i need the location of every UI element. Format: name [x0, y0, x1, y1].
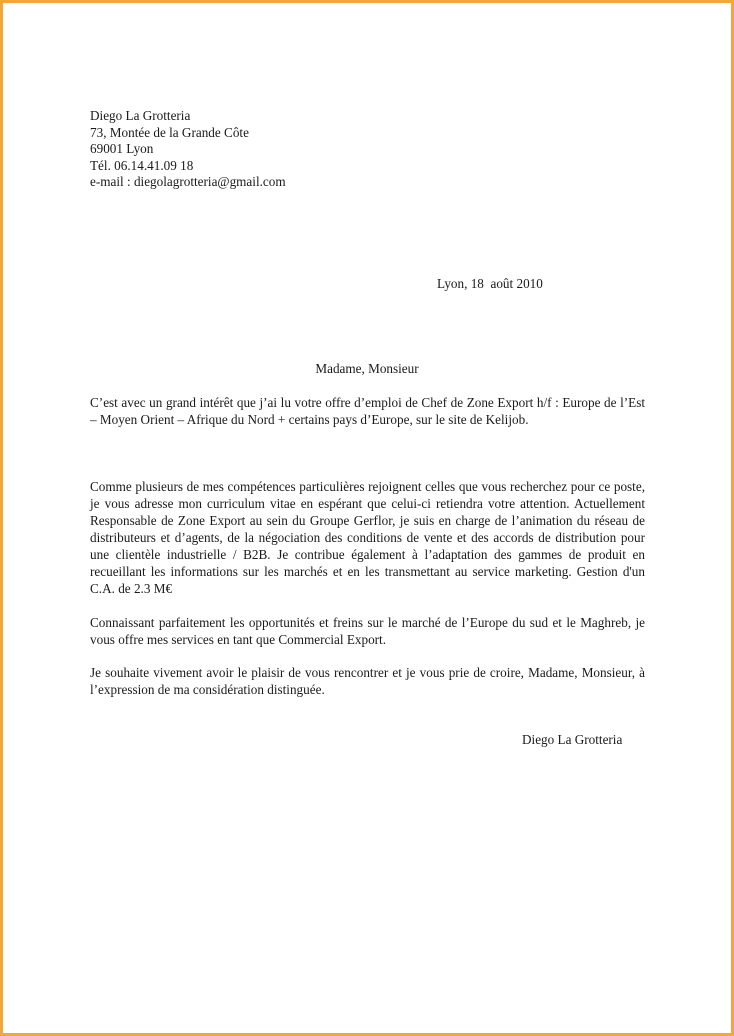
body-paragraph-1: C’est avec un grand intérêt que j’ai lu votre offre d’emploi de Chef de Zone Export h/f : Europe de l’Est – Moyen Orient – Afrique du Nord + certains pays d’Europe, sur le site de Kelijob. [90, 395, 645, 427]
letter-date: Lyon, 18 août 2010 [437, 276, 543, 291]
sender-email: e-mail : diegolagrotteria@gmail.com [90, 174, 286, 190]
body-paragraph-3: Connaissant parfaitement les opportunités et freins sur le marché de l’Europe du sud et le Maghreb, je vous offre mes services en tant que Commercial Export. [90, 615, 645, 647]
body-paragraph-4: Je souhaite vivement avoir le plaisir de vous rencontrer et je vous prie de croire, Madame, Monsieur, à l’expression de ma considération distinguée. [90, 665, 645, 697]
sender-phone: Tél. 06.14.41.09 18 [90, 157, 194, 173]
signature: Diego La Grotteria [522, 732, 623, 747]
sender-block [90, 108, 286, 191]
body-paragraph-2: Comme plusieurs de mes compétences particulières rejoignent celles que vous recherchez pour ce poste, je vous adresse mon curriculum vitae en espérant que celui-ci retiendra votre attention. Actuellement Responsable de Zone Export au sein du Groupe Gerflor, je suis en charge de l’animation du réseau de distributeurs et d’agents, de la négociation des conditions de vente et des accords de distribution pour une clientèle industrielle / B2B. Je contribue également à l’adaptation des gammes de produit en recueillant les informations sur les marchés et en les transmettant au service marketing. Gestion d'un C.A. de 2.3 M€ [90, 479, 645, 596]
sender-city: 69001 Lyon [90, 141, 154, 157]
sender-address: 73, Montée de la Grande Côte [90, 124, 249, 140]
sender-name: Diego La Grotteria [90, 108, 191, 123]
salutation: Madame, Monsieur [315, 361, 419, 376]
